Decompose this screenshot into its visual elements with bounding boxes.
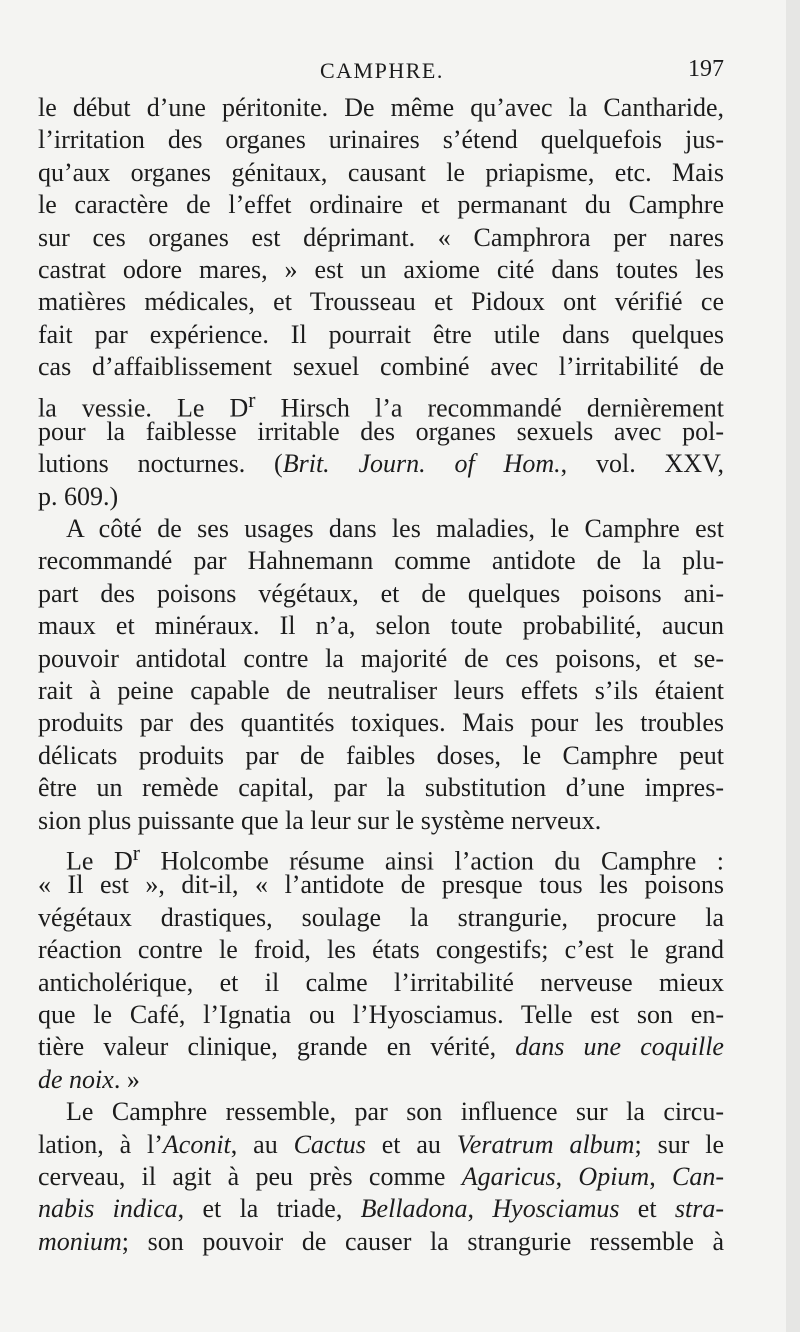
text-line: fait par expérience. Il pourrait être utile dans quelques — [38, 319, 724, 349]
text-line: réaction contre le froid, les états congestifs; c’est le grand — [38, 935, 724, 965]
text-line: tière valeur clinique, grande en vérité, dans une coquille — [38, 1032, 724, 1062]
text-line: la vessie. Le $D^r$ Hirsch l’a recommandé dernièrement — [38, 387, 724, 423]
text-line: « Il est », dit-il, « l’antidote de presque tous les poisons — [38, 870, 724, 900]
text-line: anticholérique, et il calme l’irritabilité nerveuse mieux — [38, 967, 724, 997]
text-line: recommandé par Hahnemann comme antidote de la plu- — [38, 546, 724, 576]
text-line: être un remède capital, par la substitution d’une impres- — [38, 773, 724, 803]
text-line: lation, à l’Aconit, au Cactus et au Veratrum album; sur le — [38, 1129, 725, 1159]
text-line: monium; son pouvoir de causer la strangurie ressemble à — [38, 1226, 724, 1256]
text-line: Le $D^r$ Holcombe résume ainsi l’action du Camphre : — [66, 840, 724, 876]
text-line: de noix. » — [38, 1064, 140, 1094]
text-line: p. 609.) — [38, 481, 119, 511]
running-header — [38, 54, 724, 94]
text-line: Le Camphre ressemble, par son influence sur la circu- — [66, 1097, 724, 1127]
text-line: matières médicales, et Trousseau et Pidoux ont vérifié ce — [38, 287, 724, 317]
body-text — [38, 92, 724, 1258]
text-line: cas d’affaiblissement sexuel combiné avec l’irritabilité de — [38, 352, 724, 382]
text-line: que le Café, l’Ignatia ou l’Hyosciamus. Telle est son en- — [38, 999, 724, 1029]
text-line: sur ces organes est déprimant. « Camphrora per nares — [38, 222, 724, 252]
text-line: produits par des quantités toxiques. Mais pour les troubles — [38, 708, 724, 738]
text-line: part des poisons végétaux, et de quelques poisons ani- — [38, 578, 724, 608]
running-title: CAMPHRE. — [320, 58, 444, 83]
text-line: pouvoir antidotal contre la majorité de ces poisons, et se- — [38, 643, 724, 673]
text-line: pour la faiblesse irritable des organes sexuels avec pol- — [38, 416, 724, 446]
text-line: A côté de ses usages dans les maladies, le Camphre est — [66, 514, 724, 544]
text-line: lutions nocturnes. (Brit. Journ. of Hom., vol. XXV, — [38, 449, 725, 479]
page-number: 197 — [688, 56, 724, 82]
text-line: nabis indica, et la triade, Belladona, Hyosciamus et stra- — [38, 1194, 725, 1224]
text-line: maux et minéraux. Il n’a, selon toute probabilité, aucun — [38, 611, 724, 641]
text-line: rait à peine capable de neutraliser leurs effets s’ils étaient — [38, 676, 724, 706]
text-line: qu’aux organes génitaux, causant le priapisme, etc. Mais — [38, 157, 724, 187]
text-line: le caractère de l’effet ordinaire et permanant du Camphre — [38, 190, 724, 220]
text-line: l’irritation des organes urinaires s’étend quelquefois jus- — [38, 125, 724, 155]
text-line: sion plus puissante que la leur sur le système nerveux. — [38, 805, 602, 835]
text-line: castrat odore mares, » est un axiome cité dans toutes les — [38, 254, 724, 284]
text-line: le début d’une péritonite. De même qu’avec la Cantharide, — [38, 93, 724, 122]
text-line: cerveau, il agit à peu près comme Agaricus, Opium, Can- — [38, 1161, 724, 1191]
text-line: végétaux drastiques, soulage la strangurie, procure la — [38, 902, 724, 932]
text-line: délicats produits par de faibles doses, le Camphre peut — [38, 740, 724, 770]
